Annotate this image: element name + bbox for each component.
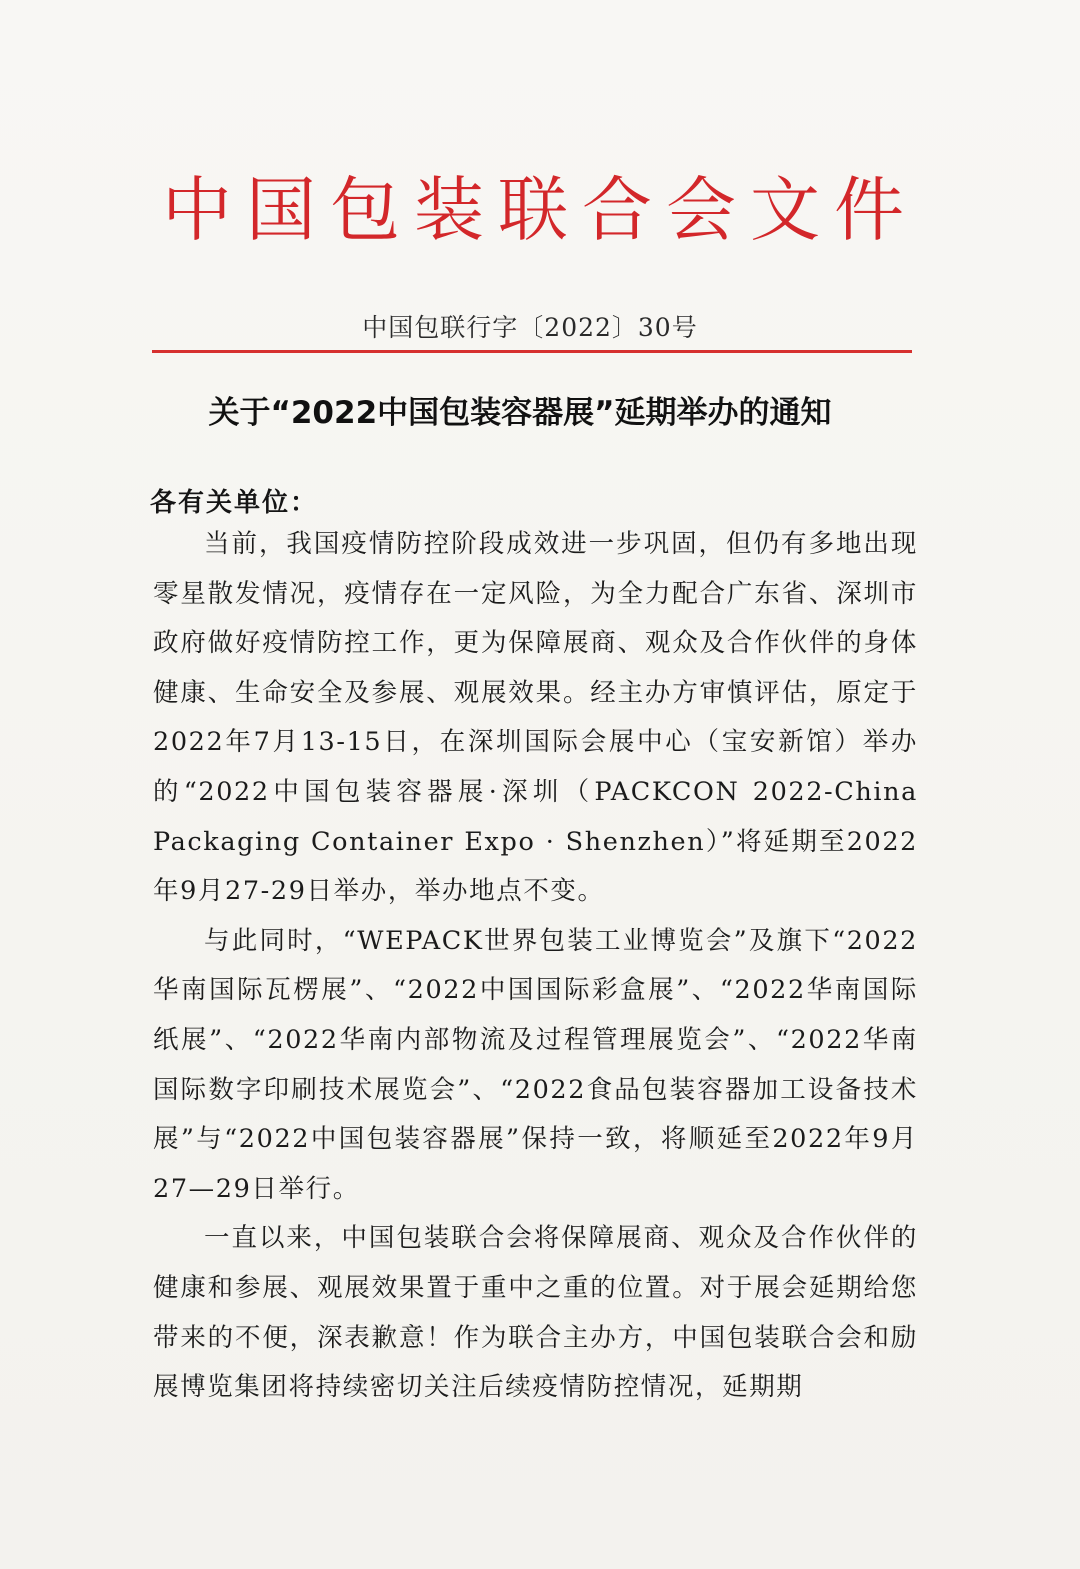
red-divider-line [152, 350, 912, 353]
letterhead-title: 中国包装联合会文件 [162, 169, 918, 251]
body-text [153, 520, 918, 1413]
salutation: 各有关单位： [150, 488, 319, 518]
paragraph-1: 当前，我国疫情防控阶段成效进一步巩固，但仍有多地出现零星散发情况，疫情存在一定风险，为全力配合广东省、深圳市政府做好疫情防控工作，更为保障展商、观众及合作伙伴的身体健康、生命安全及参展、观展效果。经主办方审慎评估，原定于2022年7月13-15日，在深圳国际会展中心（宝安新馆）举办的“2022中国包装容器展·深圳（PACKCON 2022-China Packaging Container Expo · Shenzhen）”将延期至2022年9月27-29日举办，举办地点不变。 [153, 529, 918, 907]
notice-title: 关于“2022中国包装容器展”延期举办的通知 [208, 395, 832, 431]
paragraph-3: 一直以来，中国包装联合会将保障展商、观众及合作伙伴的健康和参展、观展效果置于重中之重的位置。对于展会延期给您带来的不便，深表歉意！作为联合主办方，中国包装联合会和励展博览集团将持续密切关注后续疫情防控情况，延期期 [153, 1223, 918, 1403]
paragraph-2: 与此同时，“WEPACK世界包装工业博览会”及旗下“2022华南国际瓦楞展”、“2022中国国际彩盒展”、“2022华南国际纸展”、“2022华南内部物流及过程管理展览会”、“2022华南国际数字印刷技术展览会”、“2022食品包装容器加工设备技术展”与“2022中国包装容器展”保持一致，将顺延至2022年9月27—29日举行。 [153, 925, 918, 1204]
document-number: 中国包联行字〔2022〕30号 [362, 313, 698, 342]
